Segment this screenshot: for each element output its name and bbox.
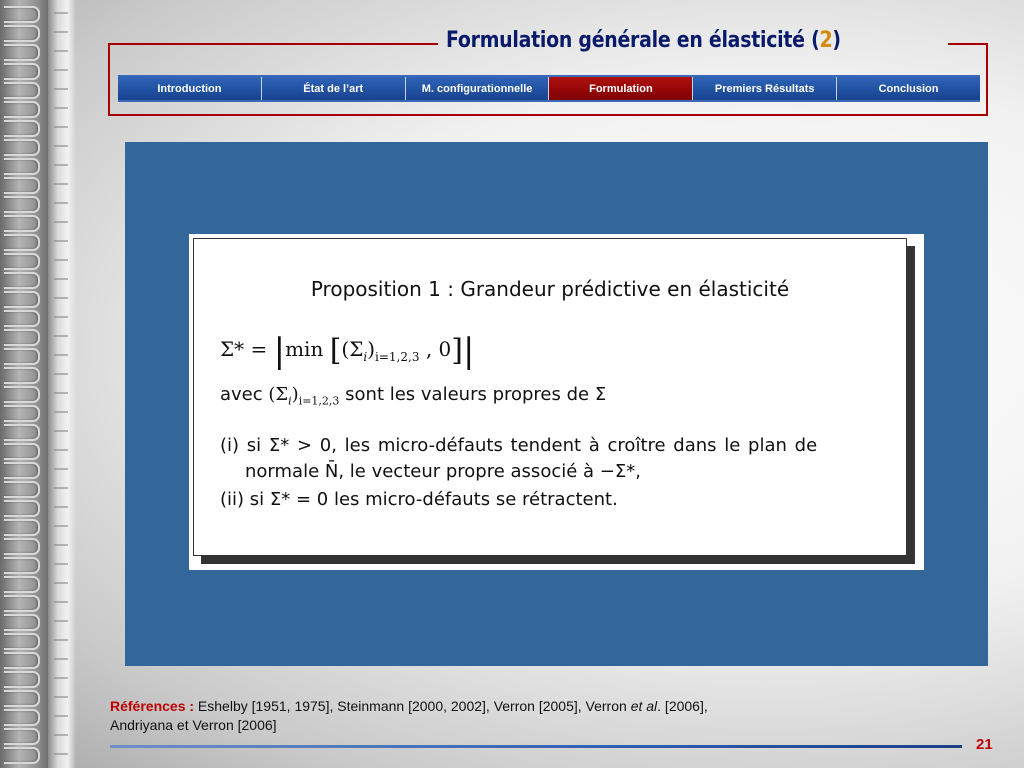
- page-title-number: 2: [819, 28, 833, 53]
- binder-ring: [4, 215, 40, 232]
- binder-ring: [4, 728, 40, 745]
- binder-ring: [4, 63, 40, 80]
- binder-tick: [54, 12, 68, 14]
- binder-ring: [4, 101, 40, 118]
- binder-tick: [54, 107, 68, 109]
- binder-tick: [54, 373, 68, 375]
- binder-ring: [4, 44, 40, 61]
- binder-ring: [4, 386, 40, 403]
- section-nav: [118, 75, 980, 102]
- binder-ring: [4, 576, 40, 593]
- tab-m-configurationnelle[interactable]: M. configurationnelle: [406, 77, 550, 100]
- references-etal: et al: [630, 698, 658, 714]
- binder-ring: [4, 595, 40, 612]
- binder-tick: [54, 468, 68, 470]
- binder-ring: [4, 329, 40, 346]
- formula-lhs: Σ* =: [220, 337, 274, 361]
- binder-tick: [54, 297, 68, 299]
- binder-edge: [48, 0, 76, 768]
- binder-ring: [4, 158, 40, 175]
- tab-premiers-resultats[interactable]: Premiers Résultats: [693, 77, 837, 100]
- binder-tick: [54, 126, 68, 128]
- binder-ring: [4, 652, 40, 669]
- binder-tick: [54, 240, 68, 242]
- binder-tick: [54, 658, 68, 660]
- binder-ring: [4, 614, 40, 631]
- binder-ring: [4, 291, 40, 308]
- tab-formulation[interactable]: Formulation: [549, 77, 693, 100]
- abs-bar-right: |: [462, 331, 475, 371]
- formula-tail: , 0: [419, 337, 452, 361]
- avec-sigma: (Σ: [268, 384, 289, 405]
- references-text-c: Andriyana et Verron [2006]: [110, 717, 277, 733]
- binder-tick: [54, 335, 68, 337]
- page-number: 21: [976, 736, 993, 753]
- binder-tick: [54, 411, 68, 413]
- avec-label: avec: [220, 384, 269, 405]
- binder-tick: [54, 221, 68, 223]
- binder-ring: [4, 671, 40, 688]
- case-i-line-1: (i) si Σ* > 0, les micro-défauts tendent à croître dans le plan de: [220, 435, 818, 456]
- binder-tick: [54, 753, 68, 755]
- references-label: Références :: [110, 698, 195, 714]
- binder-ring: [4, 367, 40, 384]
- binder-tick: [54, 582, 68, 584]
- binder-tick: [54, 88, 68, 90]
- binder-tick: [54, 145, 68, 147]
- binder-ring: [4, 481, 40, 498]
- binder-tick: [54, 696, 68, 698]
- page-title: [446, 28, 876, 62]
- binder-tick: [54, 430, 68, 432]
- case-ii-line: (ii) si Σ* = 0 les micro-défauts se rétractent.: [220, 489, 618, 510]
- binder-ring: [4, 633, 40, 650]
- binder-ring: [4, 424, 40, 441]
- binder-ring: [4, 405, 40, 422]
- binder-tick: [54, 449, 68, 451]
- avec-rest: sont les valeurs propres de Σ: [339, 384, 607, 405]
- binder-tick: [54, 677, 68, 679]
- binder-ring: [4, 196, 40, 213]
- references-text-a: Eshelby [1951, 1975], Steinmann [2000, 2002], Verron [2005], Verron: [194, 698, 631, 714]
- binder-ring: [4, 82, 40, 99]
- binder-ring: [4, 709, 40, 726]
- binder-ring: [4, 120, 40, 137]
- bracket-right: ]: [451, 333, 463, 368]
- formula-index: i: [363, 350, 368, 364]
- binder-tick: [54, 354, 68, 356]
- binder-tick: [54, 202, 68, 204]
- formula-sigma: (Σ: [341, 337, 364, 361]
- binder-ring: [4, 690, 40, 707]
- proposition-card: [193, 238, 907, 556]
- abs-bar-left: |: [273, 331, 286, 371]
- tab-conclusion[interactable]: Conclusion: [837, 77, 980, 100]
- case-i-line-2: normale N̄, le vecteur propre associé à −Σ*,: [245, 461, 641, 482]
- bracket-left: [: [329, 333, 342, 368]
- binder-tick: [54, 506, 68, 508]
- binder-ring: [4, 177, 40, 194]
- avec-line: avec $(\Sigma_i)_{i=1,2,3}$ sont les valeurs propres de Σ: [220, 384, 607, 408]
- binder-ring: [4, 557, 40, 574]
- tab-introduction[interactable]: Introduction: [118, 77, 262, 100]
- binder-tick: [54, 69, 68, 71]
- binder-tick: [54, 544, 68, 546]
- binder-tick: [54, 259, 68, 261]
- sigma-star-formula: Σ* = |min [$(\Sigma_i)_{i=1,2,3}$ , 0]|: [220, 331, 475, 371]
- binder-ring: [4, 272, 40, 289]
- avec-subscript: i=1,2,3: [298, 394, 340, 408]
- binder-ring: [4, 234, 40, 251]
- binder-tick: [54, 278, 68, 280]
- binder-ring: [4, 310, 40, 327]
- binder-tick: [54, 50, 68, 52]
- formula-min: min: [285, 337, 330, 361]
- formula-subscript: i=1,2,3: [375, 350, 420, 364]
- binder-tick: [54, 487, 68, 489]
- binder-strip: [0, 0, 48, 768]
- binder-ring: [4, 500, 40, 517]
- binder-ring: [4, 253, 40, 270]
- binder-ring: [4, 443, 40, 460]
- binder-tick: [54, 620, 68, 622]
- binder-ring: [4, 462, 40, 479]
- binder-tick: [54, 563, 68, 565]
- binder-tick: [54, 164, 68, 166]
- footer-rule: [110, 745, 962, 748]
- page-title-text: Formulation générale en élasticité (: [446, 28, 820, 53]
- tab-etat-de-l-art[interactable]: État de l’art: [262, 77, 406, 100]
- references: [110, 697, 890, 735]
- references-text-b: . [2006],: [657, 698, 708, 714]
- page-title-close: ): [832, 28, 841, 53]
- binder-tick: [54, 316, 68, 318]
- binder-tick: [54, 525, 68, 527]
- binder-tick: [54, 734, 68, 736]
- binder-ring: [4, 25, 40, 42]
- binder-tick: [54, 392, 68, 394]
- binder-tick: [54, 31, 68, 33]
- binder-tick: [54, 639, 68, 641]
- proposition-title: Proposition 1 : Grandeur prédictive en élasticité: [310, 277, 790, 301]
- binder-ring: [4, 538, 40, 555]
- binder-ring: [4, 6, 40, 23]
- binder-ring: [4, 747, 40, 764]
- binder-tick: [54, 183, 68, 185]
- binder-tick: [54, 715, 68, 717]
- binder-ring: [4, 348, 40, 365]
- binder-ring: [4, 139, 40, 156]
- binder-ring: [4, 519, 40, 536]
- binder-tick: [54, 601, 68, 603]
